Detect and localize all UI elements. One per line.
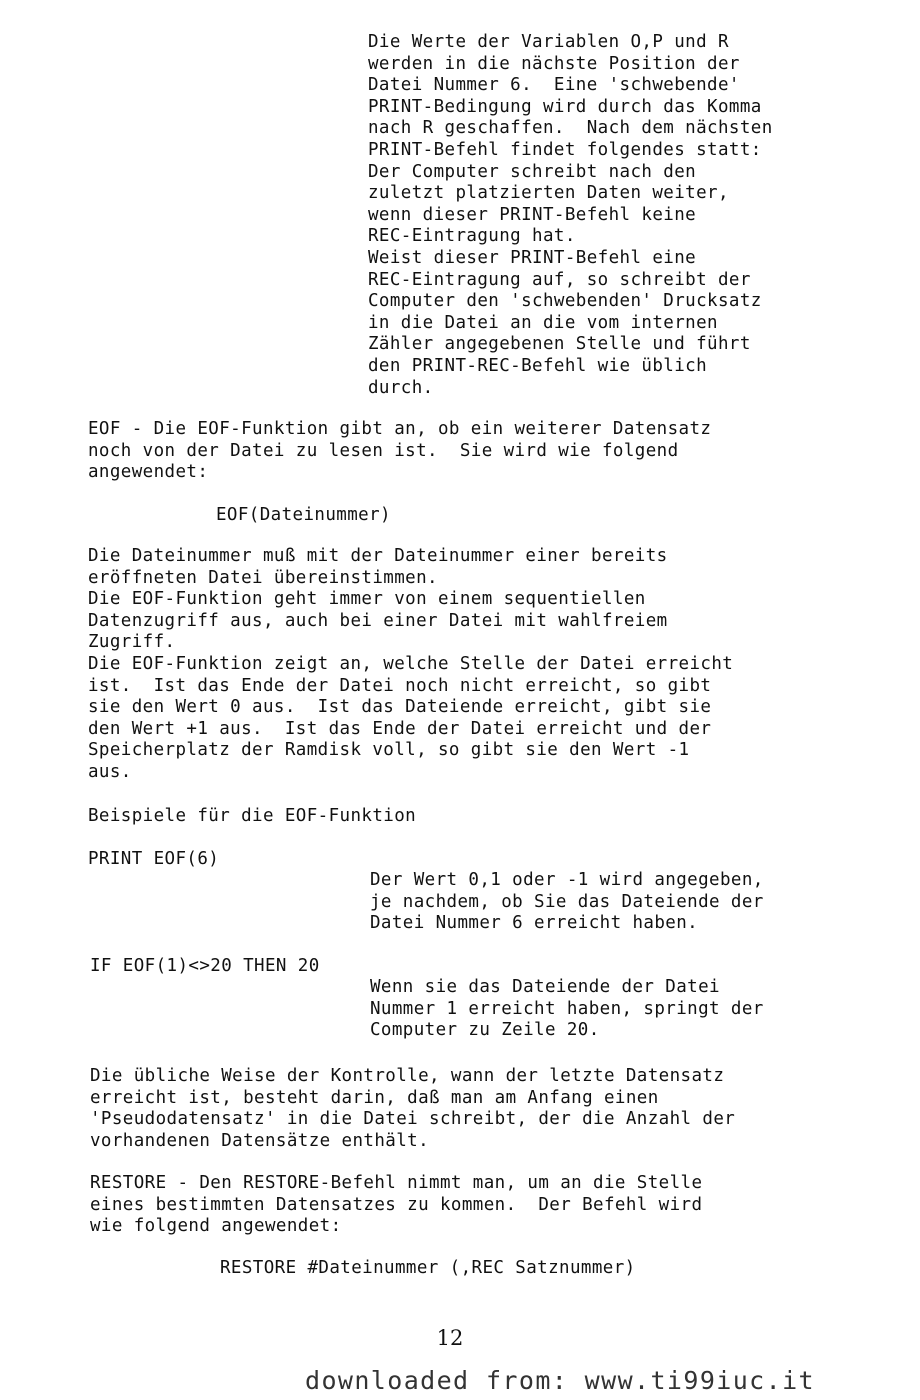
example-1-description	[370, 870, 764, 935]
text-line: eines bestimmten Datensatzes zu kommen. Der Befehl wird	[90, 1194, 703, 1215]
text-line: durch.	[368, 377, 434, 398]
text-line: Speicherplatz der Ramdisk voll, so gibt sie den Wert -1	[88, 740, 690, 761]
eof-examples-heading	[88, 806, 416, 828]
print-rec-description	[368, 32, 773, 399]
text-line: PRINT-Befehl findet folgendes statt:	[368, 139, 762, 160]
text-line: wie folgend angewendet:	[90, 1216, 342, 1237]
text-line: eröffneten Datei übereinstimmen.	[88, 567, 438, 588]
text-line: Die übliche Weise der Kontrolle, wann der letzte Datensatz	[90, 1066, 725, 1086]
text-line: Nummer 1 erreicht haben, springt der	[370, 998, 764, 1019]
text-line: den Wert +1 aus. Ist das Ende der Datei erreicht und der	[88, 718, 712, 739]
text-line: wenn dieser PRINT-Befehl keine	[368, 204, 697, 225]
eof-syntax	[216, 505, 391, 527]
text-line: Datei Nummer 6 erreicht haben.	[370, 913, 699, 934]
text-line: RESTORE #Dateinummer (,REC Satznummer)	[220, 1258, 636, 1278]
text-line: Weist dieser PRINT-Befehl eine	[368, 247, 697, 268]
text-line: Datenzugriff aus, auch bei einer Datei mit wahlfreiem	[88, 610, 668, 631]
text-line: Zugriff.	[88, 632, 176, 653]
text-line: IF EOF(1)<>20 THEN 20	[90, 956, 320, 976]
text-line: EOF(Dateinummer)	[216, 505, 391, 525]
text-line: erreicht ist, besteht darin, daß man am Anfang einen	[90, 1087, 659, 1108]
text-line: Der Computer schreibt nach den	[368, 161, 697, 182]
text-line: Wenn sie das Dateiende der Datei	[370, 977, 720, 997]
text-line: in die Datei an die vom internen	[368, 312, 718, 333]
text-line: REC-Eintragung auf, so schreibt der	[368, 269, 751, 290]
text-line: den PRINT-REC-Befehl wie üblich	[368, 355, 708, 376]
text-line: Die Werte der Variablen O,P und R	[368, 32, 729, 52]
text-line: sie den Wert 0 aus. Ist das Dateiende erreicht, gibt sie	[88, 697, 712, 718]
restore-intro-paragraph	[90, 1173, 702, 1238]
text-line: aus.	[88, 761, 132, 782]
text-line: nach R geschaffen. Nach dem nächsten	[368, 118, 773, 139]
example-2-description	[370, 977, 764, 1042]
text-line: RESTORE - Den RESTORE-Befehl nimmt man, um an die Stelle	[90, 1173, 703, 1193]
text-line: PRINT EOF(6)	[88, 849, 220, 869]
text-line: angewendet:	[88, 462, 209, 483]
text-line: vorhandenen Datensätze enthält.	[90, 1130, 430, 1151]
text-line: EOF - Die EOF-Funktion gibt an, ob ein weiterer Datensatz	[88, 419, 712, 439]
download-source-footer: downloaded from: www.ti99iuc.it	[305, 1366, 815, 1395]
eof-rules-paragraph	[88, 546, 733, 784]
eof-intro-paragraph	[88, 419, 711, 484]
text-line: PRINT-Bedingung wird durch das Komma	[368, 96, 762, 117]
text-line: Die EOF-Funktion zeigt an, welche Stelle der Datei erreicht	[88, 653, 734, 674]
eof-control-paragraph	[90, 1066, 735, 1152]
text-line: ist. Ist das Ende der Datei noch nicht erreicht, so gibt	[88, 675, 712, 696]
example-2-code	[90, 956, 320, 978]
text-line: werden in die nächste Position der	[368, 53, 740, 74]
text-line: Beispiele für die EOF-Funktion	[88, 806, 417, 826]
text-line: REC-Eintragung hat.	[368, 226, 576, 247]
text-line: Die Dateinummer muß mit der Dateinummer einer bereits	[88, 546, 668, 566]
text-line: Die EOF-Funktion geht immer von einem sequentiellen	[88, 589, 646, 610]
page-number: 12	[436, 1326, 464, 1350]
text-line: Computer zu Zeile 20.	[370, 1020, 600, 1041]
text-line: Zähler angegebenen Stelle und führt	[368, 334, 751, 355]
example-1-code	[88, 849, 219, 871]
restore-syntax	[220, 1258, 636, 1280]
text-line: 'Pseudodatensatz' in die Datei schreibt, der die Anzahl der	[90, 1109, 736, 1130]
text-line: Datei Nummer 6. Eine 'schwebende'	[368, 75, 740, 96]
text-line: zuletzt platzierten Daten weiter,	[368, 183, 729, 204]
text-line: noch von der Datei zu lesen ist. Sie wird wie folgend	[88, 440, 679, 461]
text-line: Der Wert 0,1 oder -1 wird angegeben,	[370, 870, 764, 890]
text-line: je nachdem, ob Sie das Dateiende der	[370, 891, 764, 912]
text-line: Computer den 'schwebenden' Drucksatz	[368, 291, 762, 312]
